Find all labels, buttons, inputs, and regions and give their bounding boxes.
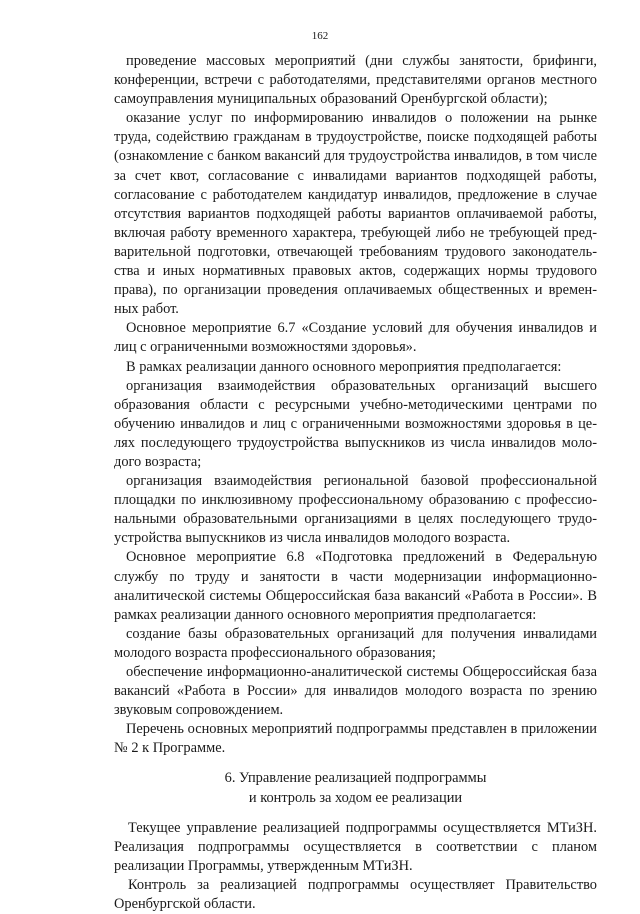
paragraph-activities-list: Перечень основных мероприятий подпрограммы представлен в приложении № 2 к Программе. bbox=[114, 721, 597, 757]
paragraph-higher-education-cooperation: организация взаимодействия образовательных организаций высшего образования области с ресурсными учебно-методическими центрами по обучению инвалидов и лиц с ограниченными возможностями здоровья в целях последующего трудоустройства выпускников из числа инвалидов молодого возраста; bbox=[114, 377, 597, 470]
paragraph-information-services: оказание услуг по информированию инвалидов о положении на рынке труда, содействию гражданам в трудоустройстве, поиске подходящей работы (ознакомление с банком вакансий для трудоустройства инвалидов, в том числе за счет квот, согласование с инвалидами вариантов подходящей работы, согласование с работодателем кандидатур инвалидов, предложение в случае отсутствия вариантов подходящей работы вариантов оплачиваемой работы, включая работу временного характера, требующей либо не требующей предварительной подготовки, отвечающей требованиям трудового законодательства и иных нормативных правовых актов, содержащих нормы трудового права), по организации проведения оплачиваемых общественных и временных работ. bbox=[114, 110, 597, 318]
paragraph-activity-6-7-intro: В рамках реализации данного основного мероприятия предполагается: bbox=[126, 358, 562, 375]
paragraph-activity-6-7: Основное мероприятие 6.7 «Создание условий для обучения инвалидов и лиц с ограниченными возможностями здоровья». bbox=[114, 320, 597, 356]
page-number: 162 bbox=[311, 30, 329, 42]
paragraph-education-database: создание базы образовательных организаций для получения инвалидами молодого возраста профессионального образования; bbox=[114, 625, 597, 661]
paragraph-activity-6-8: Основное мероприятие 6.8 «Подготовка предложений в Федеральную службу по труду и занятости в части модернизации информационно-аналитической системы Общероссийская база вакансий «Работа в России». В рамках реализации данного основного мероприятия предполагается: bbox=[114, 549, 597, 623]
section-heading-line-2: и контроль за ходом ее реализации bbox=[248, 789, 463, 806]
paragraph-current-management: Текущее управление реализацией подпрограммы осуществляется МТиЗН. Реализация подпрограммы осуществляется в соответствии с планом реализации Программы, утвержденным МТиЗН. bbox=[114, 819, 597, 874]
paragraph-audio-support: обеспечение информационно-аналитической системы Общероссийская база вакансий «Работа в России» для инвалидов молодого возраста по зрению звуковым сопровождением. bbox=[114, 664, 597, 719]
paragraph-control: Контроль за реализацией подпрограммы осуществляет Правительство Оренбургской области. bbox=[114, 876, 597, 913]
paragraph-regional-platform-cooperation: организация взаимодействия региональной базовой профессиональной площадки по инклюзивному профессиональному образованию с профессиональными образовательными организациями в целях последующего трудоустройства выпускников из числа инвалидов молодого возраста. bbox=[114, 473, 597, 547]
document-body bbox=[114, 52, 597, 914]
section-heading bbox=[114, 769, 597, 807]
section-heading-line-1: 6. Управление реализацией подпрограммы bbox=[224, 770, 487, 787]
paragraph-mass-events: проведение массовых мероприятий (дни службы занятости, брифинги, конференции, встречи с работодателями, представителями органов местного самоуправления муниципальных образований Оренбургской области); bbox=[114, 53, 597, 108]
